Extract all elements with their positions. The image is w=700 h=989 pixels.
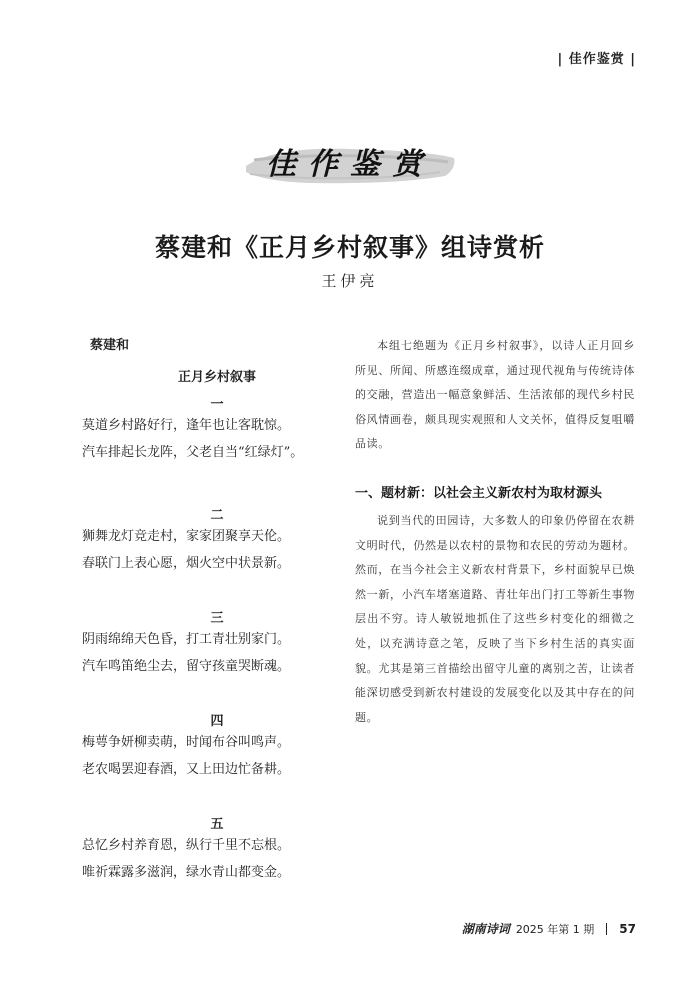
poem-title: 正月乡村叙事 <box>177 370 256 385</box>
body-paragraph: 说到当代的田园诗，大多数人的印象仍停留在农耕文明时代，仍然是以农村的景物和农民的劳动为题材。然而，在当今社会主义新农村背景下，乡村面貌早已焕然一新，小汽车堵塞道路、青壮年出门打工等新生事物层出不穷。诗人敏锐地抓住了这些乡村变化的细微之处，以充满诗意之笔，反映了当下乡村生活的真实面貌。尤其是第三首描绘出留守儿童的离别之苦，让读者能深切感受到新农村建设的发展变化以及其中存在的问题。 <box>355 513 635 724</box>
poem-section-number: 三 <box>210 611 224 626</box>
poem-section <box>82 710 332 783</box>
poem-line: 莫道乡村路好行，逢年也让客耽惊。 <box>82 418 291 433</box>
poem-section <box>82 607 332 680</box>
section-tag: | 佳作鉴赏 | <box>557 52 636 67</box>
poem-line: 狮舞龙灯竞走村，家家团聚享天伦。 <box>82 529 291 544</box>
poem-section-number: 一 <box>210 397 224 412</box>
poem-section-number: 四 <box>210 714 224 729</box>
footer-divider <box>606 923 607 935</box>
poem-line: 阴雨绵绵天色昏，打工青壮别家门。 <box>82 632 291 647</box>
poem-line: 唯祈霖露多滋润，绿水青山都变金。 <box>82 865 291 880</box>
journal-name: 湖南诗词 <box>461 922 510 936</box>
poet-name: 蔡建和 <box>90 338 130 353</box>
intro-paragraph: 本组七绝题为《正月乡村叙事》，以诗人正月回乡所见、所闻、所感连缀成章，通过现代视角与传统诗体的交融，营造出一幅意象鲜活、生活浓郁的现代乡村民俗风情画卷，颇具现实观照和人文关怀，值得反复咀嚼品读。 <box>355 339 635 451</box>
article-title: 蔡建和《正月乡村叙事》组诗赏析 <box>154 233 545 262</box>
banner-title: 佳作鉴赏 <box>266 147 434 182</box>
poem-column <box>82 334 332 886</box>
poem-line: 梅萼争妍柳卖萌，时闻布谷叫鸣声。 <box>82 735 291 750</box>
poem-line: 春联门上表心愿，烟火空中状景新。 <box>82 556 291 571</box>
poem-line: 汽车鸣笛绝尘去，留守孩童哭断魂。 <box>82 659 291 674</box>
article-author: 王伊亮 <box>321 272 379 290</box>
poem-section-number: 二 <box>210 508 224 523</box>
poem-section <box>82 504 332 577</box>
poem-section-number: 五 <box>210 817 224 832</box>
poem-section <box>82 813 332 886</box>
poem-line: 汽车排起长龙阵，父老自当“红绿灯”。 <box>82 445 304 460</box>
issue-label: 2025 年第 1 期 <box>515 922 595 936</box>
essay-column <box>355 334 635 730</box>
page-number: 57 <box>619 921 636 936</box>
section-banner <box>240 142 460 188</box>
poem-line: 总忆乡村养育恩，纵行千里不忘根。 <box>82 838 291 853</box>
poem-section <box>82 393 332 466</box>
poem-line: 老农喝罢迎春酒，又上田边忙备耕。 <box>82 762 291 777</box>
section-heading: 一、题材新：以社会主义新农村为取材源头 <box>355 485 603 501</box>
page-footer <box>462 920 636 937</box>
